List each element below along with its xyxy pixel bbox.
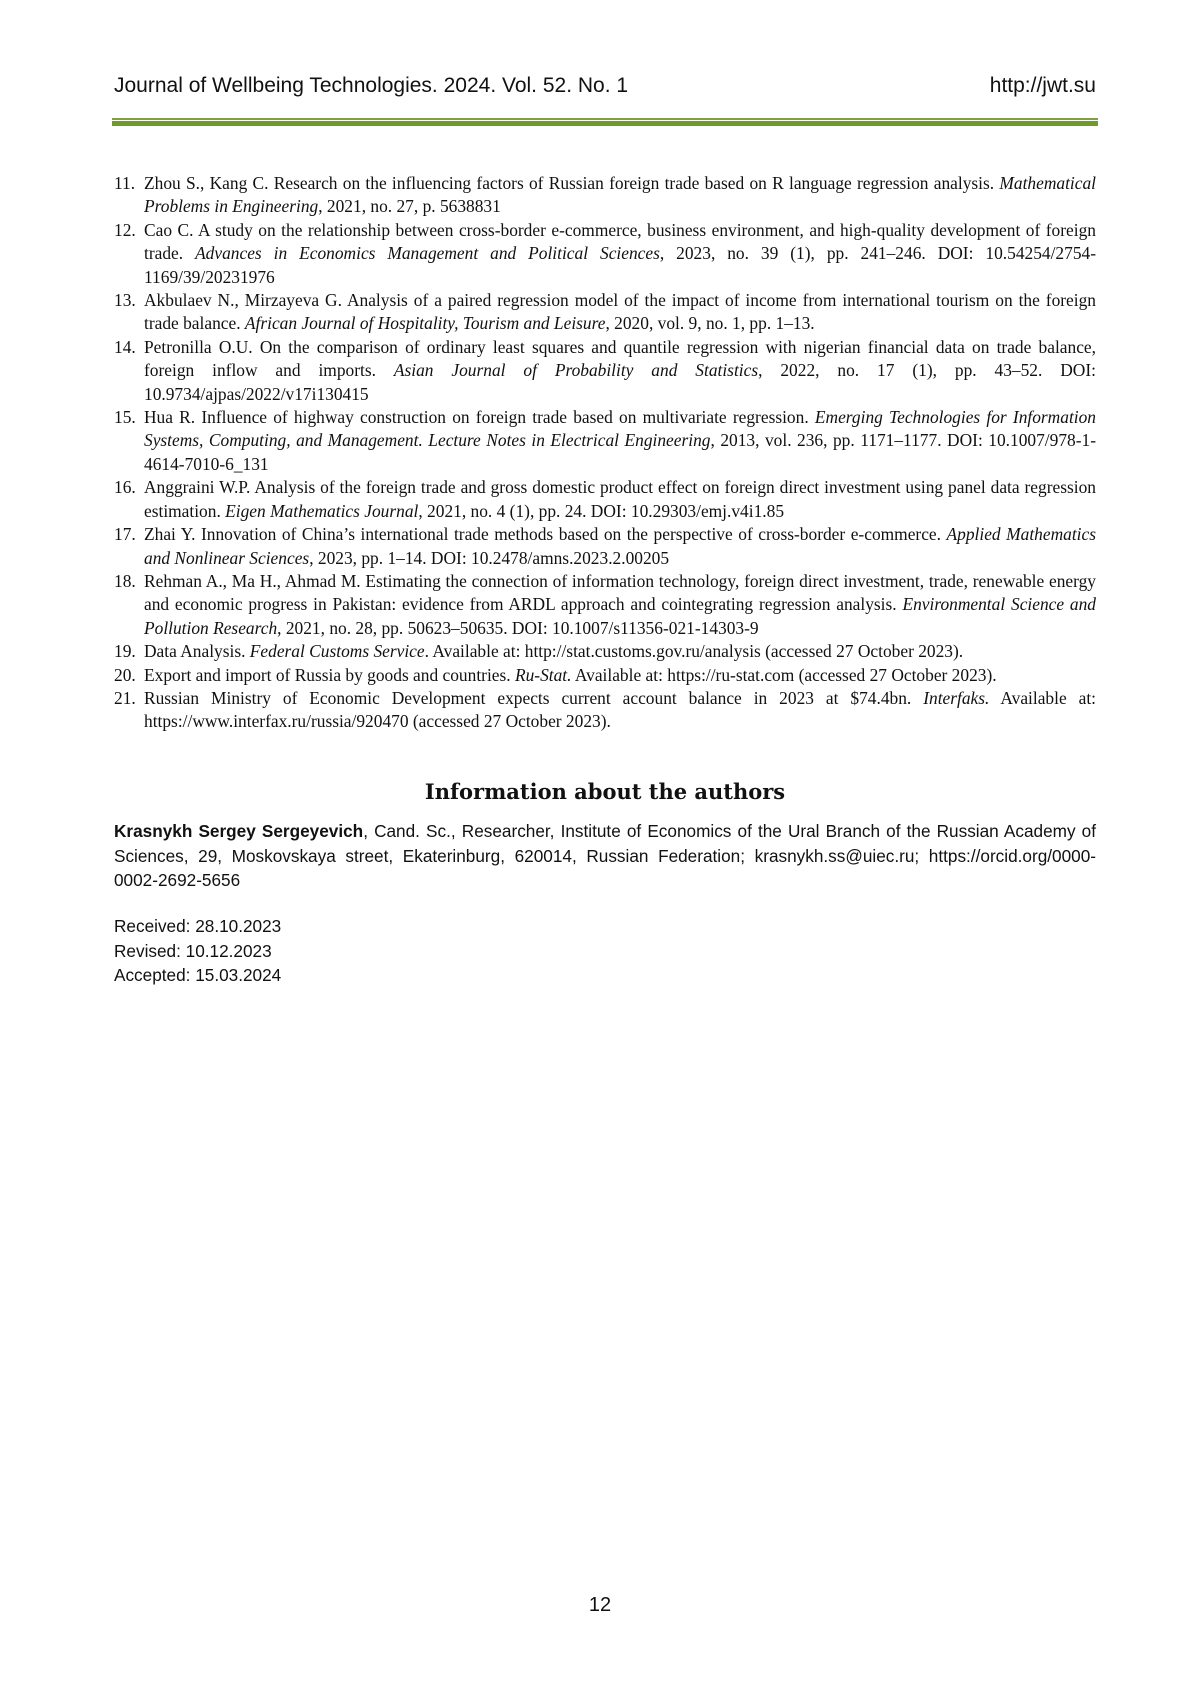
reference-source: Advances in Economics Management and Political Sciences [195,243,660,264]
received-date: Received: 28.10.2023 [114,916,282,936]
reference-number: 12. [114,219,136,240]
reference-details: , 2021, no. 4 (1), pp. 24. DOI: 10.29303/emj.v4i1.85 [418,500,785,521]
reference-details: , 2020, vol. 9, no. 1, pp. 1–13. [605,313,815,334]
reference-item [114,687,1096,734]
reference-item [114,336,1096,406]
reference-details: , 2021, no. 28, pp. 50623–50635. DOI: 10.1007/s11356-021-14303-9 [277,617,759,638]
page-number: 12 [588,1594,612,1616]
reference-source: Asian Journal of Probability and Statistics [393,360,759,381]
reference-item [114,289,1096,336]
running-header [114,74,1096,104]
reference-details: Available at: https://ru-stat.com (accessed 27 October 2023). [571,664,997,685]
reference-text: Export and import of Russia by goods and countries. [144,664,515,685]
reference-item [114,406,1096,476]
reference-source: Eigen Mathematics Journal [225,500,419,521]
author-name: Krasnykh Sergey Sergeyevich [114,821,364,841]
reference-details: , 2023, no. 39 (1), pp. 241–246. DOI: 10.54254/2754-1169/39/20231976 [144,243,1097,287]
reference-text: Russian Ministry of Economic Development expects current account balance in 2023 at $74.4bn. [144,687,924,708]
journal-url[interactable]: http://jwt.su [989,74,1096,97]
reference-item [114,570,1096,640]
reference-source: Applied Mathematics and Nonlinear Sciences [144,524,1096,568]
reference-number: 18. [114,570,136,591]
reference-number: 16. [114,477,136,498]
reference-item [114,172,1096,219]
reference-source: Emerging Technologies for Information Systems, Computing, and Management. Lecture Notes in Electrical Engineering [144,407,1096,451]
reference-details: . Available at: http://stat.customs.gov.ru/analysis (accessed 27 October 2023). [424,641,964,662]
header-rule-thin [112,118,1098,120]
reference-details: , 2023, pp. 1–14. DOI: 10.2478/amns.2023.2.00205 [309,547,670,568]
reference-details: , 2022, no. 17 (1), pp. 43–52. DOI: 10.9734/ajpas/2022/v17i130415 [144,360,1096,404]
reference-text: Zhou S., Kang C. Research on the influencing factors of Russian foreign trade based on R language regression analysis. [144,173,1000,193]
reference-number: 14. [114,336,136,357]
revised-date: Revised: 10.12.2023 [114,940,272,961]
reference-item [114,523,1096,570]
reference-number: 13. [114,290,136,311]
reference-number: 17. [114,524,136,545]
reference-item [114,640,1096,663]
reference-item [114,476,1096,523]
authors-heading: Information about the authors [424,779,786,804]
reference-details: , 2013, vol. 236, pp. 1171–1177. DOI: 10.1007/978-1-4614-7010-6_131 [144,430,1097,474]
reference-item [114,664,1096,687]
reference-source: African Journal of Hospitality, Tourism and Leisure [244,313,606,334]
reference-source: Environmental Science and Pollution Research [144,594,1097,638]
reference-text: Petronilla O.U. On the comparison of ordinary least squares and quantile regression with nigerian financial data on trade balance, foreign inflow and imports. [144,336,1096,381]
reference-number: 15. [114,407,136,428]
reference-details: Available at: https://www.interfax.ru/russia/920470 (accessed 27 October 2023). [144,687,1096,732]
reference-source: Mathematical Problems in Engineering [144,173,1096,217]
reference-number: 20. [114,664,136,685]
reference-details: , 2021, no. 27, p. 5638831 [318,196,501,217]
reference-list [114,172,1096,734]
reference-number: 19. [114,641,136,662]
header-rule-thick [112,121,1098,126]
author-details: , Cand. Sc., Researcher, Institute of Economics of the Ural Branch of the Russian Academy of Sciences, 29, Moskovskaya street, Ekaterinburg, 620014, Russian Federation; krasnykh.ss@uiec.ru; https://orcid.org/0000-0002-2692-5656 [114,821,1096,890]
reference-source: Federal Customs Service [249,641,425,662]
reference-number: 21. [114,687,136,708]
reference-text: Zhai Y. Innovation of China’s international trade methods based on the perspective of cross-border e-commerce. [144,524,947,545]
reference-source: Interfaks. [923,687,990,708]
reference-item [114,219,1096,289]
reference-text: Akbulaev N., Mirzayeva G. Analysis of a paired regression model of the impact of income from international tourism on the foreign trade balance. [144,290,1096,334]
journal-title: Journal of Wellbeing Technologies. 2024. Vol. 52. No. 1 [114,74,629,97]
reference-source: Ru-Stat. [514,664,572,685]
reference-number: 11. [114,173,136,193]
reference-text: Anggraini W.P. Analysis of the foreign trade and gross domestic product effect on foreign direct investment using panel data regression estimation. [144,477,1096,521]
reference-text: Rehman A., Ma H., Ahmad M. Estimating the connection of information technology, foreign direct investment, trade, renewable energy and economic progress in Pakistan: evidence from ARDL approach and cointegrating regression analysis. [144,570,1096,615]
accepted-date: Accepted: 15.03.2024 [114,965,282,985]
reference-text: Data Analysis. [144,641,250,662]
author-info [114,819,1096,893]
reference-text: Hua R. Influence of highway construction on foreign trade based on multivariate regression. [144,407,815,428]
article-dates [114,914,281,988]
reference-text: Cao C. A study on the relationship between cross-border e-commerce, business environment, and high-quality development of foreign trade. [144,219,1096,264]
